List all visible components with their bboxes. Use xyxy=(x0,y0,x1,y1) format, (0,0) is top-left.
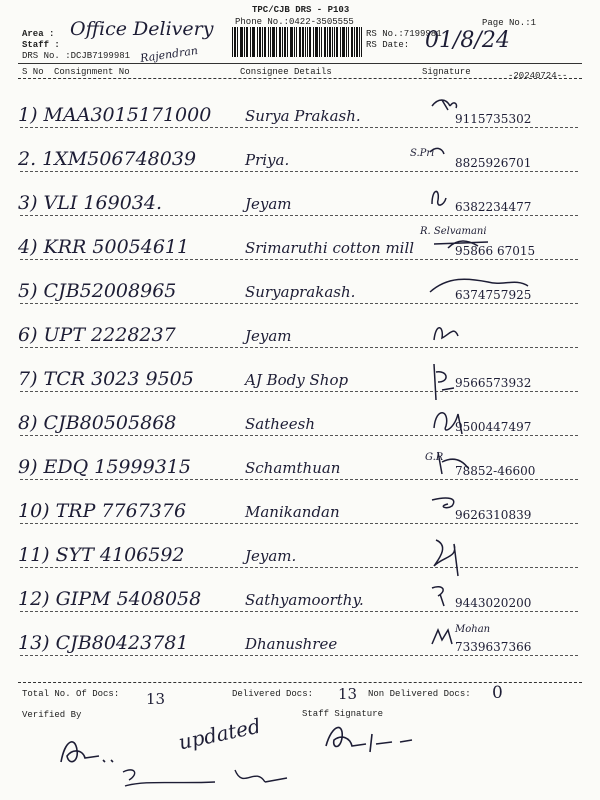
consignee-name: Jeyam xyxy=(245,327,292,345)
consignment-number: 3) VLI 169034. xyxy=(18,192,162,214)
recipient-phone: 6382234477 xyxy=(455,200,532,214)
total-docs-value: 13 xyxy=(146,690,166,708)
drs-title: TPC/CJB DRS - P103 xyxy=(252,5,350,15)
consignment-number: 10) TRP 7767376 xyxy=(18,500,187,522)
consignee-name: Sathyamoorthy. xyxy=(245,591,364,609)
consignment-number: 11) SYT 4106592 xyxy=(18,544,185,566)
recipient-signature xyxy=(428,316,538,358)
page-number: Page No.:1 xyxy=(482,18,537,28)
rs-date-value: 01/8/24 xyxy=(425,28,510,53)
consignment-number: 1) MAA3015171000 xyxy=(18,104,212,126)
staff-signature-label: Staff Signature xyxy=(302,709,384,719)
consignment-number: 9) EDQ 15999315 xyxy=(18,456,191,478)
recipient-phone: 9626310839 xyxy=(455,508,532,522)
col-consignment: Consignment No xyxy=(54,67,130,77)
recipient-phone: 95866 67015 xyxy=(455,244,536,258)
recipient-phone: 78852-46600 xyxy=(455,464,536,478)
recipient-phone: 7339637366 xyxy=(455,640,532,654)
rs-number: RS No.:7199981 xyxy=(366,29,442,39)
consignment-number: 12) GIPM 5408058 xyxy=(18,588,202,610)
updated-note: updated xyxy=(176,713,263,755)
drs-number: DRS No. :DCJB7199981 xyxy=(22,51,131,61)
consignee-name: Suryaprakash. xyxy=(245,283,356,301)
area-label: Area : xyxy=(22,29,55,39)
rs-date-label: RS Date: xyxy=(366,40,410,50)
consignment-number: 8) CJB80505868 xyxy=(18,412,177,434)
staff-value: Rajendran xyxy=(139,44,199,65)
consignee-name: Satheesh xyxy=(245,415,316,433)
signature-name: Mohan xyxy=(455,624,491,635)
consignee-name: AJ Body Shop xyxy=(245,371,349,389)
recipient-signature xyxy=(428,536,538,578)
verifier-initials xyxy=(115,760,295,800)
consignment-number: 4) KRR 50054611 xyxy=(18,236,190,258)
staff-signature xyxy=(320,718,430,758)
non-delivered-value: 0 xyxy=(492,683,503,703)
signature-name: G.R xyxy=(425,452,444,463)
consignee-name: Surya Prakash. xyxy=(245,107,361,125)
non-delivered-label: Non Delivered Docs: xyxy=(368,689,471,699)
consignee-name: Jeyam. xyxy=(245,547,297,565)
consignment-number: 5) CJB52008965 xyxy=(18,280,177,302)
consignee-name: Srimaruthi cotton mill xyxy=(245,239,415,257)
consignee-name: Schamthuan xyxy=(245,459,341,477)
consignee-name: Dhanushree xyxy=(245,635,338,653)
signature-name: S.Pri xyxy=(410,148,435,159)
consignee-name: Manikandan xyxy=(245,503,340,521)
consignee-name: Priya. xyxy=(245,151,290,169)
barcode xyxy=(232,27,362,57)
recipient-phone: 9566573932 xyxy=(455,376,532,390)
verified-by-label: Verified By xyxy=(22,710,82,720)
consignment-number: 6) UPT 2228237 xyxy=(18,324,176,346)
col-signature: Signature xyxy=(422,67,471,77)
total-docs-label: Total No. Of Docs: xyxy=(22,689,120,699)
col-date-code: -20240724-- xyxy=(508,71,568,81)
consignment-number: 2. 1XM506748039 xyxy=(18,148,197,170)
header-bottom-rule xyxy=(18,78,582,79)
phone-number: Phone No.:0422-3505555 xyxy=(235,17,354,27)
delivered-docs-value: 13 xyxy=(338,685,358,703)
recipient-phone: 9115735302 xyxy=(455,112,532,126)
consignment-number: 13) CJB80423781 xyxy=(18,632,189,654)
staff-label: Staff : xyxy=(22,40,60,50)
consignee-name: Jeyam xyxy=(245,195,292,213)
recipient-phone: 8825926701 xyxy=(455,156,532,170)
col-consignee: Consignee Details xyxy=(240,67,332,77)
recipient-phone: 9443020200 xyxy=(455,596,532,610)
delivered-docs-label: Delivered Docs: xyxy=(232,689,314,699)
signature-name: R. Selvamani xyxy=(420,226,487,237)
header-divider xyxy=(18,63,582,64)
col-sno: S No xyxy=(22,67,44,77)
recipient-phone: 9500447497 xyxy=(455,420,532,434)
consignment-number: 7) TCR 3023 9505 xyxy=(18,368,194,390)
area-value: Office Delivery xyxy=(70,18,214,40)
recipient-phone: 6374757925 xyxy=(455,288,532,302)
